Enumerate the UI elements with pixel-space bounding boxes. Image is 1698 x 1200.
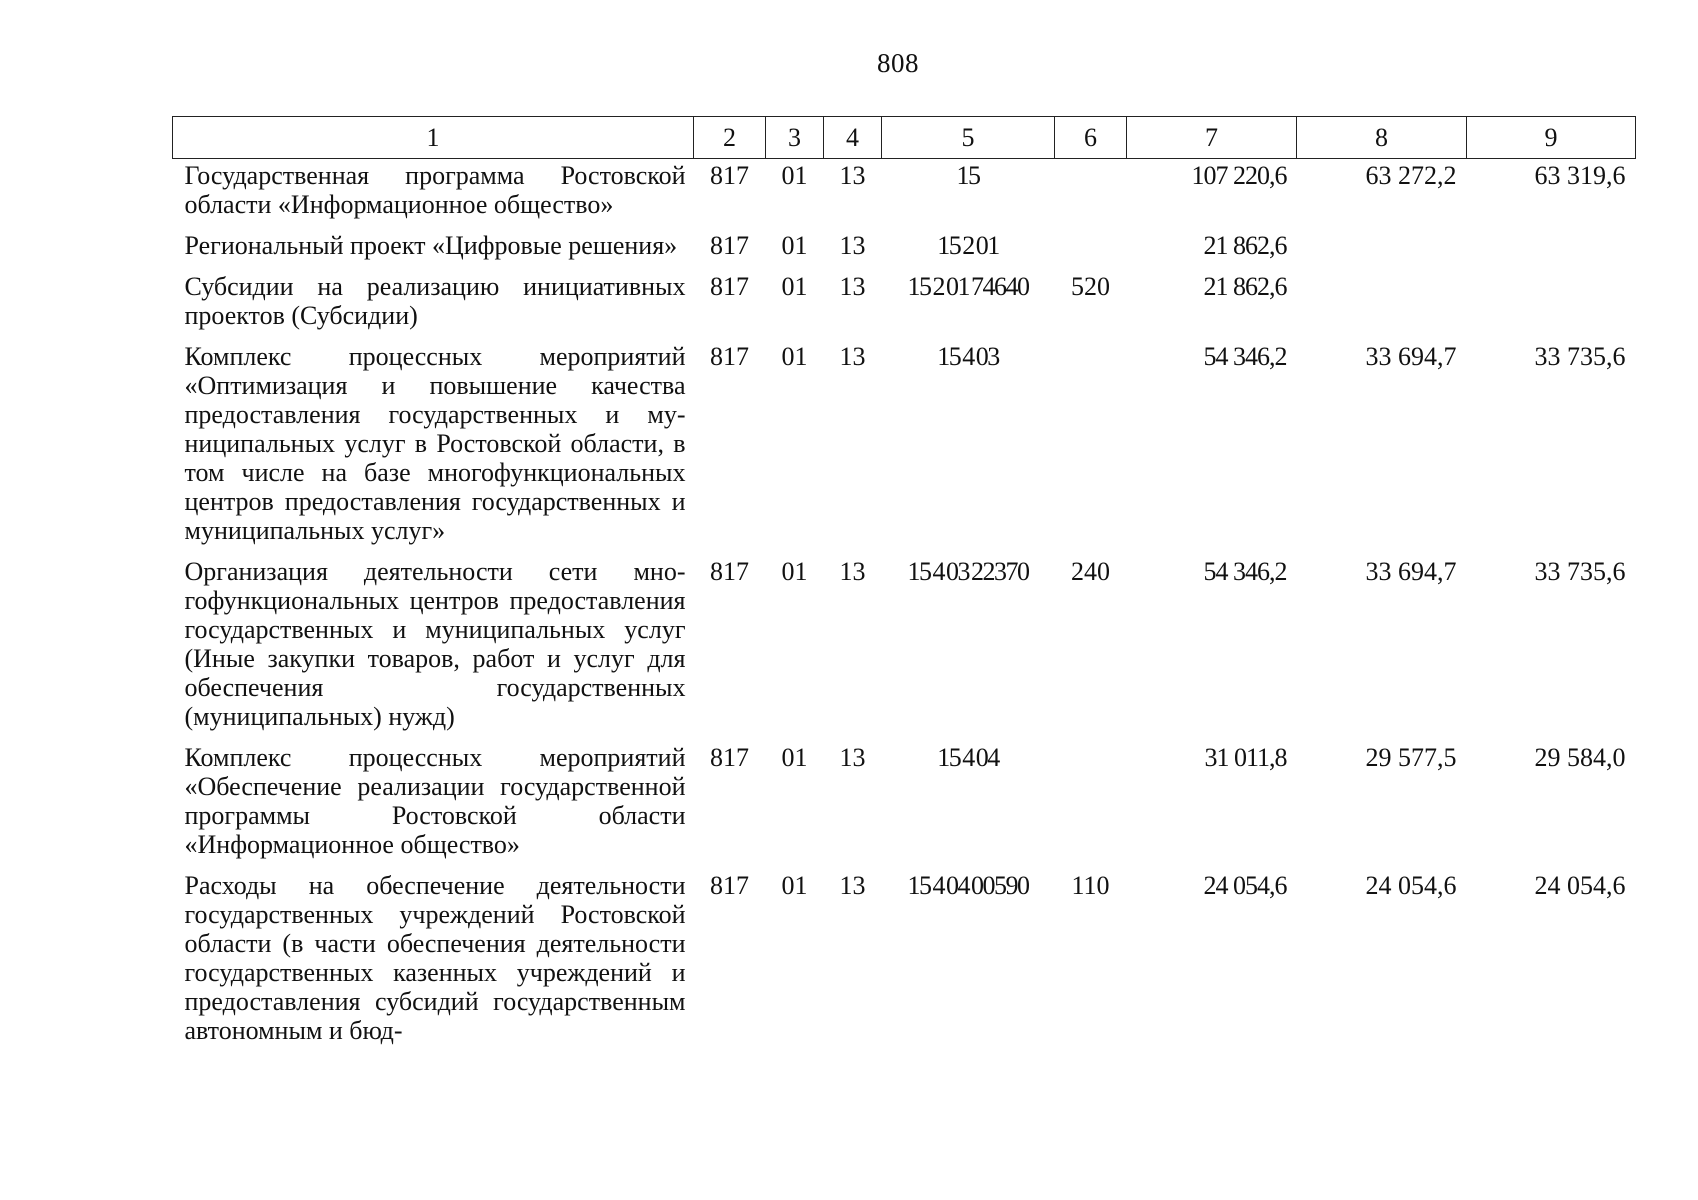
amount-col7: 54 346,2 — [1203, 342, 1287, 371]
column-header: 8 — [1297, 117, 1467, 159]
subsection-code: 13 — [839, 871, 866, 900]
expense-type-code: 110 — [1071, 871, 1110, 900]
expense-type-code — [1055, 342, 1127, 557]
section-code: 01 — [781, 161, 808, 190]
amount-col9: 33 735,6 — [1534, 557, 1626, 586]
amount-col8: 24 054,6 — [1365, 871, 1457, 900]
column-header: 3 — [766, 117, 824, 159]
table-row — [173, 342, 1636, 557]
expense-type-code — [1055, 159, 1127, 232]
ministry-code: 817 — [710, 342, 749, 371]
target-article-code: 15 4 04 — [937, 743, 999, 772]
header-row — [173, 117, 1636, 159]
amount-col8 — [1297, 231, 1467, 272]
row-name: Комплекс процессных мероприятий «Обеспечение реализации государственной программы Ростовской области «Информационное общество» — [184, 743, 686, 859]
column-header: 1 — [173, 117, 694, 159]
ministry-code: 817 — [710, 161, 749, 190]
row-name: Государственная программа Ростовской области «Информационное общество» — [184, 161, 686, 219]
subsection-code: 13 — [839, 743, 866, 772]
table-row — [173, 871, 1636, 1045]
table-header — [173, 117, 1636, 159]
amount-col9: 33 735,6 — [1534, 342, 1626, 371]
ministry-code: 817 — [710, 272, 749, 301]
row-name: Региональный проект «Цифровые решения» — [184, 231, 678, 260]
table-row — [173, 159, 1636, 232]
section-code: 01 — [781, 342, 808, 371]
amount-col8: 63 272,2 — [1365, 161, 1457, 190]
amount-col7: 24 054,6 — [1203, 871, 1287, 900]
target-article-code: 15 4 03 — [937, 342, 999, 371]
target-article-code: 15 4 04 00590 — [907, 871, 1029, 900]
subsection-code: 13 — [839, 161, 866, 190]
column-header: 5 — [882, 117, 1055, 159]
target-article-code: 15 — [956, 161, 980, 190]
amount-col8: 29 577,5 — [1365, 743, 1457, 772]
section-code: 01 — [781, 871, 808, 900]
row-name: Субсидии на реализацию инициативных проектов (Субсидии) — [184, 272, 686, 330]
section-code: 01 — [781, 557, 808, 586]
budget-table — [172, 116, 1636, 1045]
table-row — [173, 272, 1636, 342]
amount-col9: 29 584,0 — [1534, 743, 1626, 772]
amount-col9 — [1467, 231, 1636, 272]
row-name: Организация деятельности сети многофункциональных центров предоставления государственных и муниципальных услуг (Иные закупки товаров, работ и услуг для обеспечения государственных (муниципальных) нужд) — [184, 557, 686, 731]
subsection-code: 13 — [839, 557, 866, 586]
column-header: 4 — [824, 117, 882, 159]
column-header: 7 — [1127, 117, 1297, 159]
amount-col7: 54 346,2 — [1203, 557, 1287, 586]
subsection-code: 13 — [839, 342, 866, 371]
row-name: Комплекс процессных мероприятий «Оптимизация и повышение качества предоставления государственных и муниципальных услуг в Ростовской области, в том числе на базе многофункциональных центров предоставления государственных и муниципальных услуг» — [184, 342, 686, 545]
expense-type-code: 240 — [1071, 557, 1110, 586]
section-code: 01 — [781, 231, 808, 260]
ministry-code: 817 — [710, 231, 749, 260]
amount-col9: 63 319,6 — [1534, 161, 1626, 190]
section-code: 01 — [781, 743, 808, 772]
target-article-code: 15 4 03 22370 — [907, 557, 1029, 586]
subsection-code: 13 — [839, 272, 866, 301]
column-header: 9 — [1467, 117, 1636, 159]
amount-col7: 31 011,8 — [1204, 743, 1287, 772]
ministry-code: 817 — [710, 871, 749, 900]
subsection-code: 13 — [839, 231, 866, 260]
amount-col8 — [1297, 272, 1467, 342]
table-body — [173, 159, 1636, 1046]
amount-col9 — [1467, 272, 1636, 342]
section-code: 01 — [781, 272, 808, 301]
row-name: Расходы на обеспечение деятельности государственных учреждений Ростовской области (в части обеспечения деятельности государственных казенных учреждений и предоставления субсидий государственным автономным и бюд- — [184, 871, 686, 1045]
amount-col8: 33 694,7 — [1365, 557, 1457, 586]
table-row — [173, 743, 1636, 871]
ministry-code: 817 — [710, 743, 749, 772]
column-header: 6 — [1055, 117, 1127, 159]
column-header: 2 — [694, 117, 766, 159]
amount-col9: 24 054,6 — [1534, 871, 1626, 900]
expense-type-code — [1055, 743, 1127, 871]
table-row — [173, 557, 1636, 743]
expense-type-code: 520 — [1071, 272, 1110, 301]
target-article-code: 15 2 01 74640 — [907, 272, 1029, 301]
expense-type-code — [1055, 231, 1127, 272]
ministry-code: 817 — [710, 557, 749, 586]
table-row — [173, 231, 1636, 272]
amount-col7: 107 220,6 — [1191, 161, 1287, 190]
amount-col8: 33 694,7 — [1365, 342, 1457, 371]
target-article-code: 15 2 01 — [937, 231, 999, 260]
page-number: 808 — [877, 48, 919, 78]
amount-col7: 21 862,6 — [1203, 272, 1287, 301]
amount-col7: 21 862,6 — [1203, 231, 1287, 260]
